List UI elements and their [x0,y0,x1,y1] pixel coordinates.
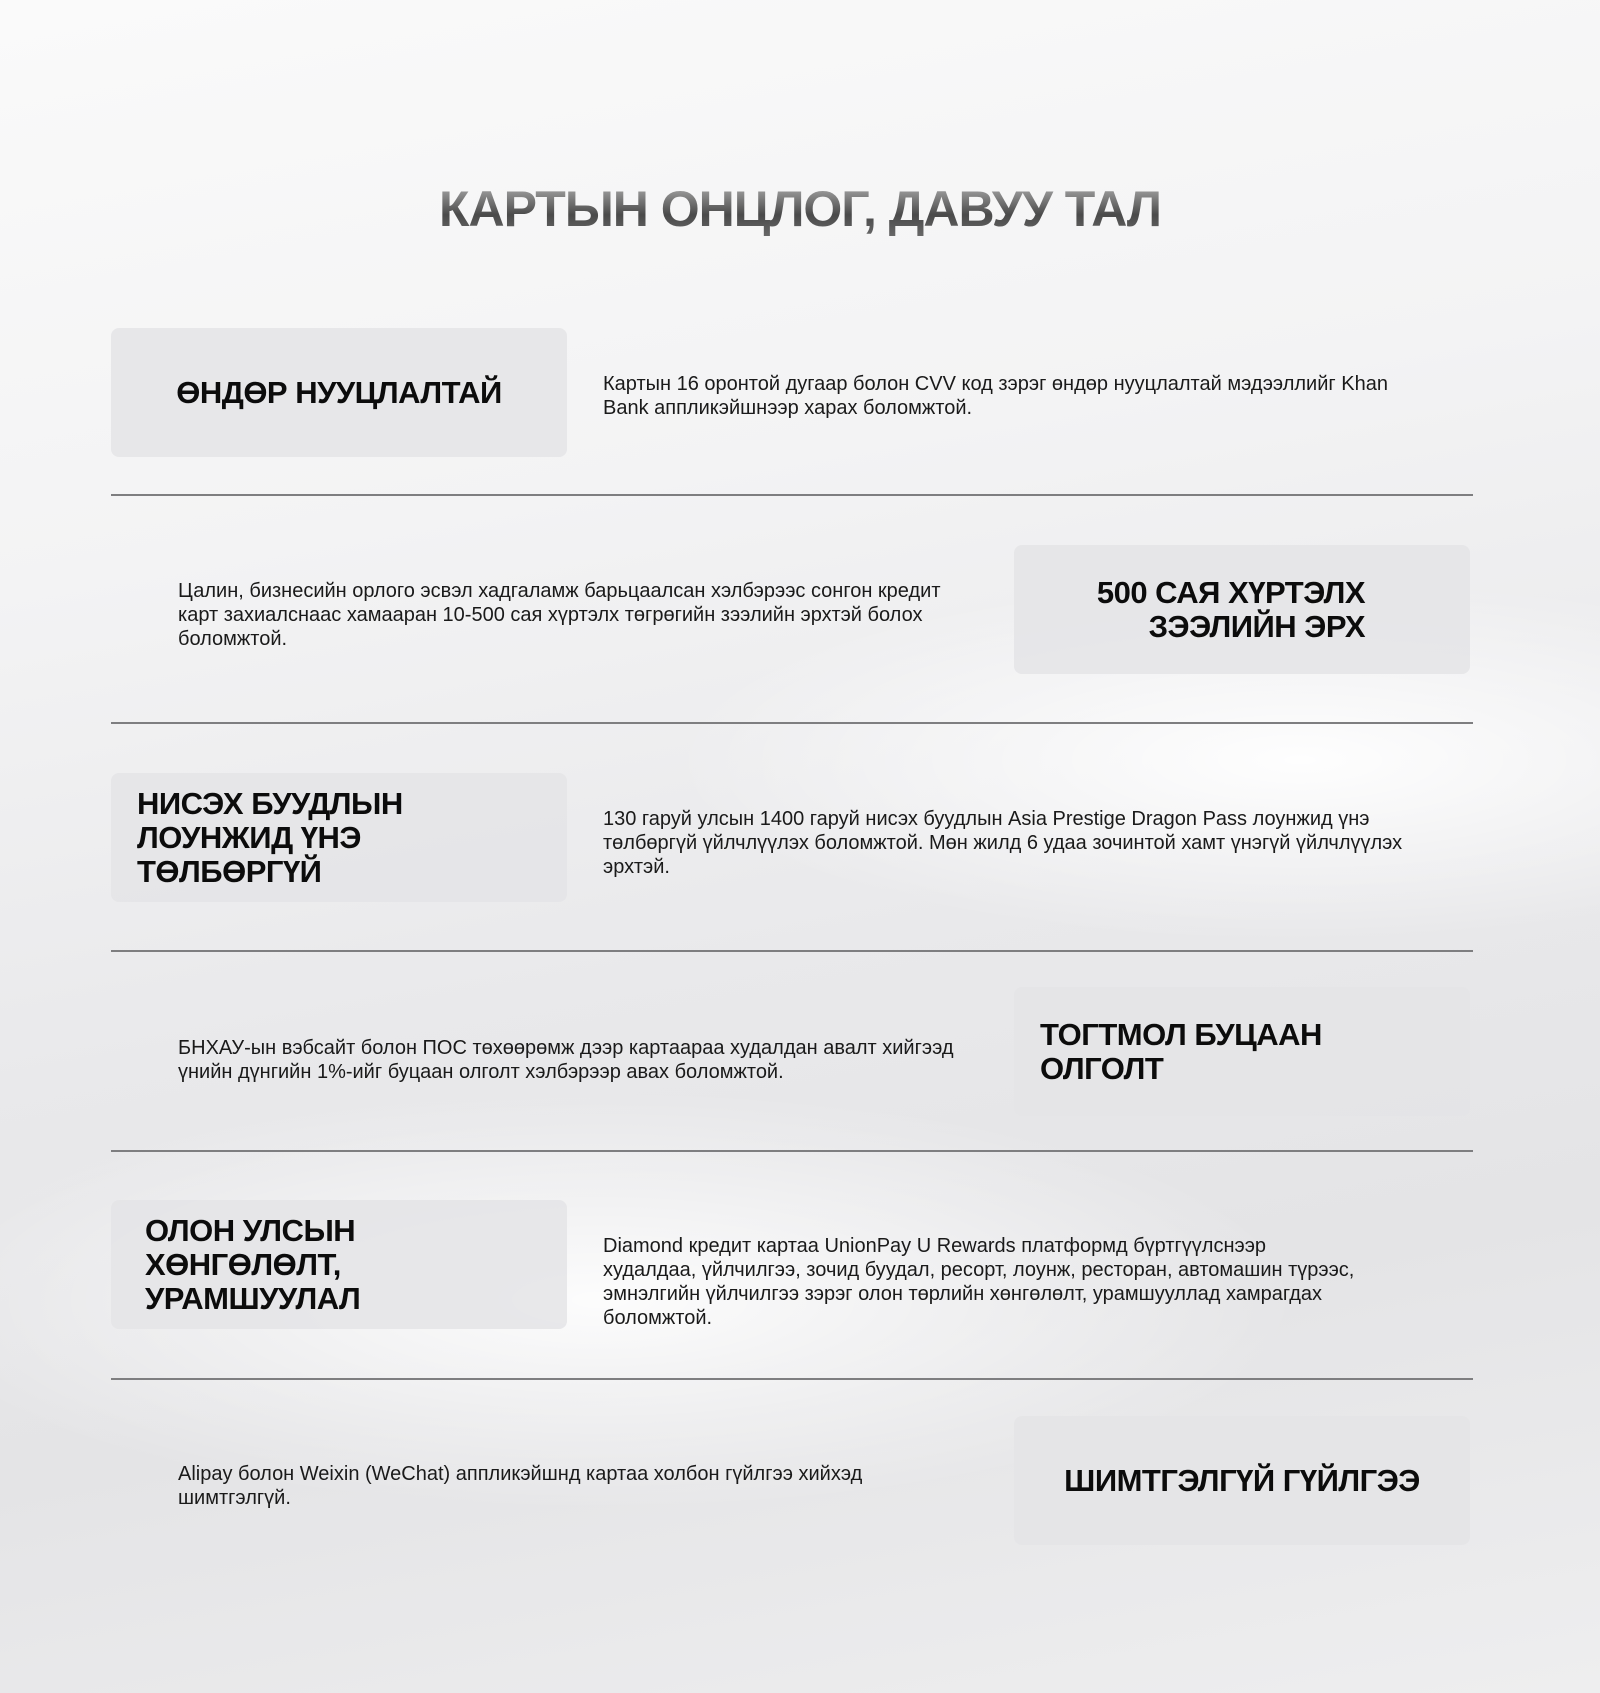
divider [111,722,1473,724]
feature-text-no-fee: Alipay болон Weixin (WeChat) аппликэйшнд картаа холбон гүйлгээ хийхэд шимтгэлгүй. [178,1463,863,1509]
feature-heading-lounge: НИСЭХ БУУДЛЫН ЛОУНЖИД ҮНЭ ТӨЛБӨРГҮЙ [111,773,567,902]
feature-text-cashback: БНХАУ-ын вэбсайт болон ПОС төхөөрөмж дээр картаараа худалдан авалт хийгээд үнийн дүнгийн 1%-ийг буцаан олголт хэлбэрээр авах боломжтой. [178,1037,954,1083]
feature-heading-cashback: ТОГТМОЛ БУЦААН ОЛГОЛТ [1014,987,1470,1116]
divider [111,494,1473,496]
feature-heading-no-fee: ШИМТГЭЛГҮЙ ГҮЙЛГЭЭ [1014,1416,1470,1545]
feature-heading-rewards: ОЛОН УЛСЫН ХӨНГӨЛӨЛТ, УРАМШУУЛАЛ [111,1200,567,1329]
divider [111,1150,1473,1152]
feature-heading-security: ӨНДӨР НУУЦЛАЛТАЙ [111,328,567,457]
divider [111,950,1473,952]
feature-text-rewards: Diamond кредит картаа UnionPay U Rewards платформд бүртгүүлснээр худалдаа, үйлчилгээ, зочид буудал, ресорт, лоунж, ресторан, автомашин түрээс, эмнэлгийн үйлчилгээ зэрэг олон төрлийн хөнгөлөлт, урамшууллад хамрагдах боломжтой. [603,1235,1355,1329]
feature-text-loan-limit: Цалин, бизнесийн орлого эсвэл хадгаламж барьцаалсан хэлбэрээс сонгон кредит карт захиалснаас хамааран 10-500 сая хүртэлх төгрөгийн зээлийн эрхтэй болох боломжтой. [178,580,941,650]
divider [111,1378,1473,1380]
page-title: КАРТЫН ОНЦЛОГ, ДАВУУ ТАЛ [0,180,1600,238]
feature-text-security: Картын 16 оронтой дугаар болон CVV код зэрэг өндөр нууцлалтай мэдээллийг Khan Bank аппликэйшнээр харах боломжтой. [603,373,1388,419]
feature-text-lounge: 130 гаруй улсын 1400 гаруй нисэх буудлын Asia Prestige Dragon Pass лоунжид үнэ төлбөргүй үйлчлүүлэх боломжтой. Мөн жилд 6 удаа зочинтой хамт үнэгүй үйлчлүүлэх эрхтэй. [603,808,1403,878]
feature-heading-loan-limit: 500 САЯ ХҮРТЭЛХ ЗЭЭЛИЙН ЭРХ [1014,545,1470,674]
